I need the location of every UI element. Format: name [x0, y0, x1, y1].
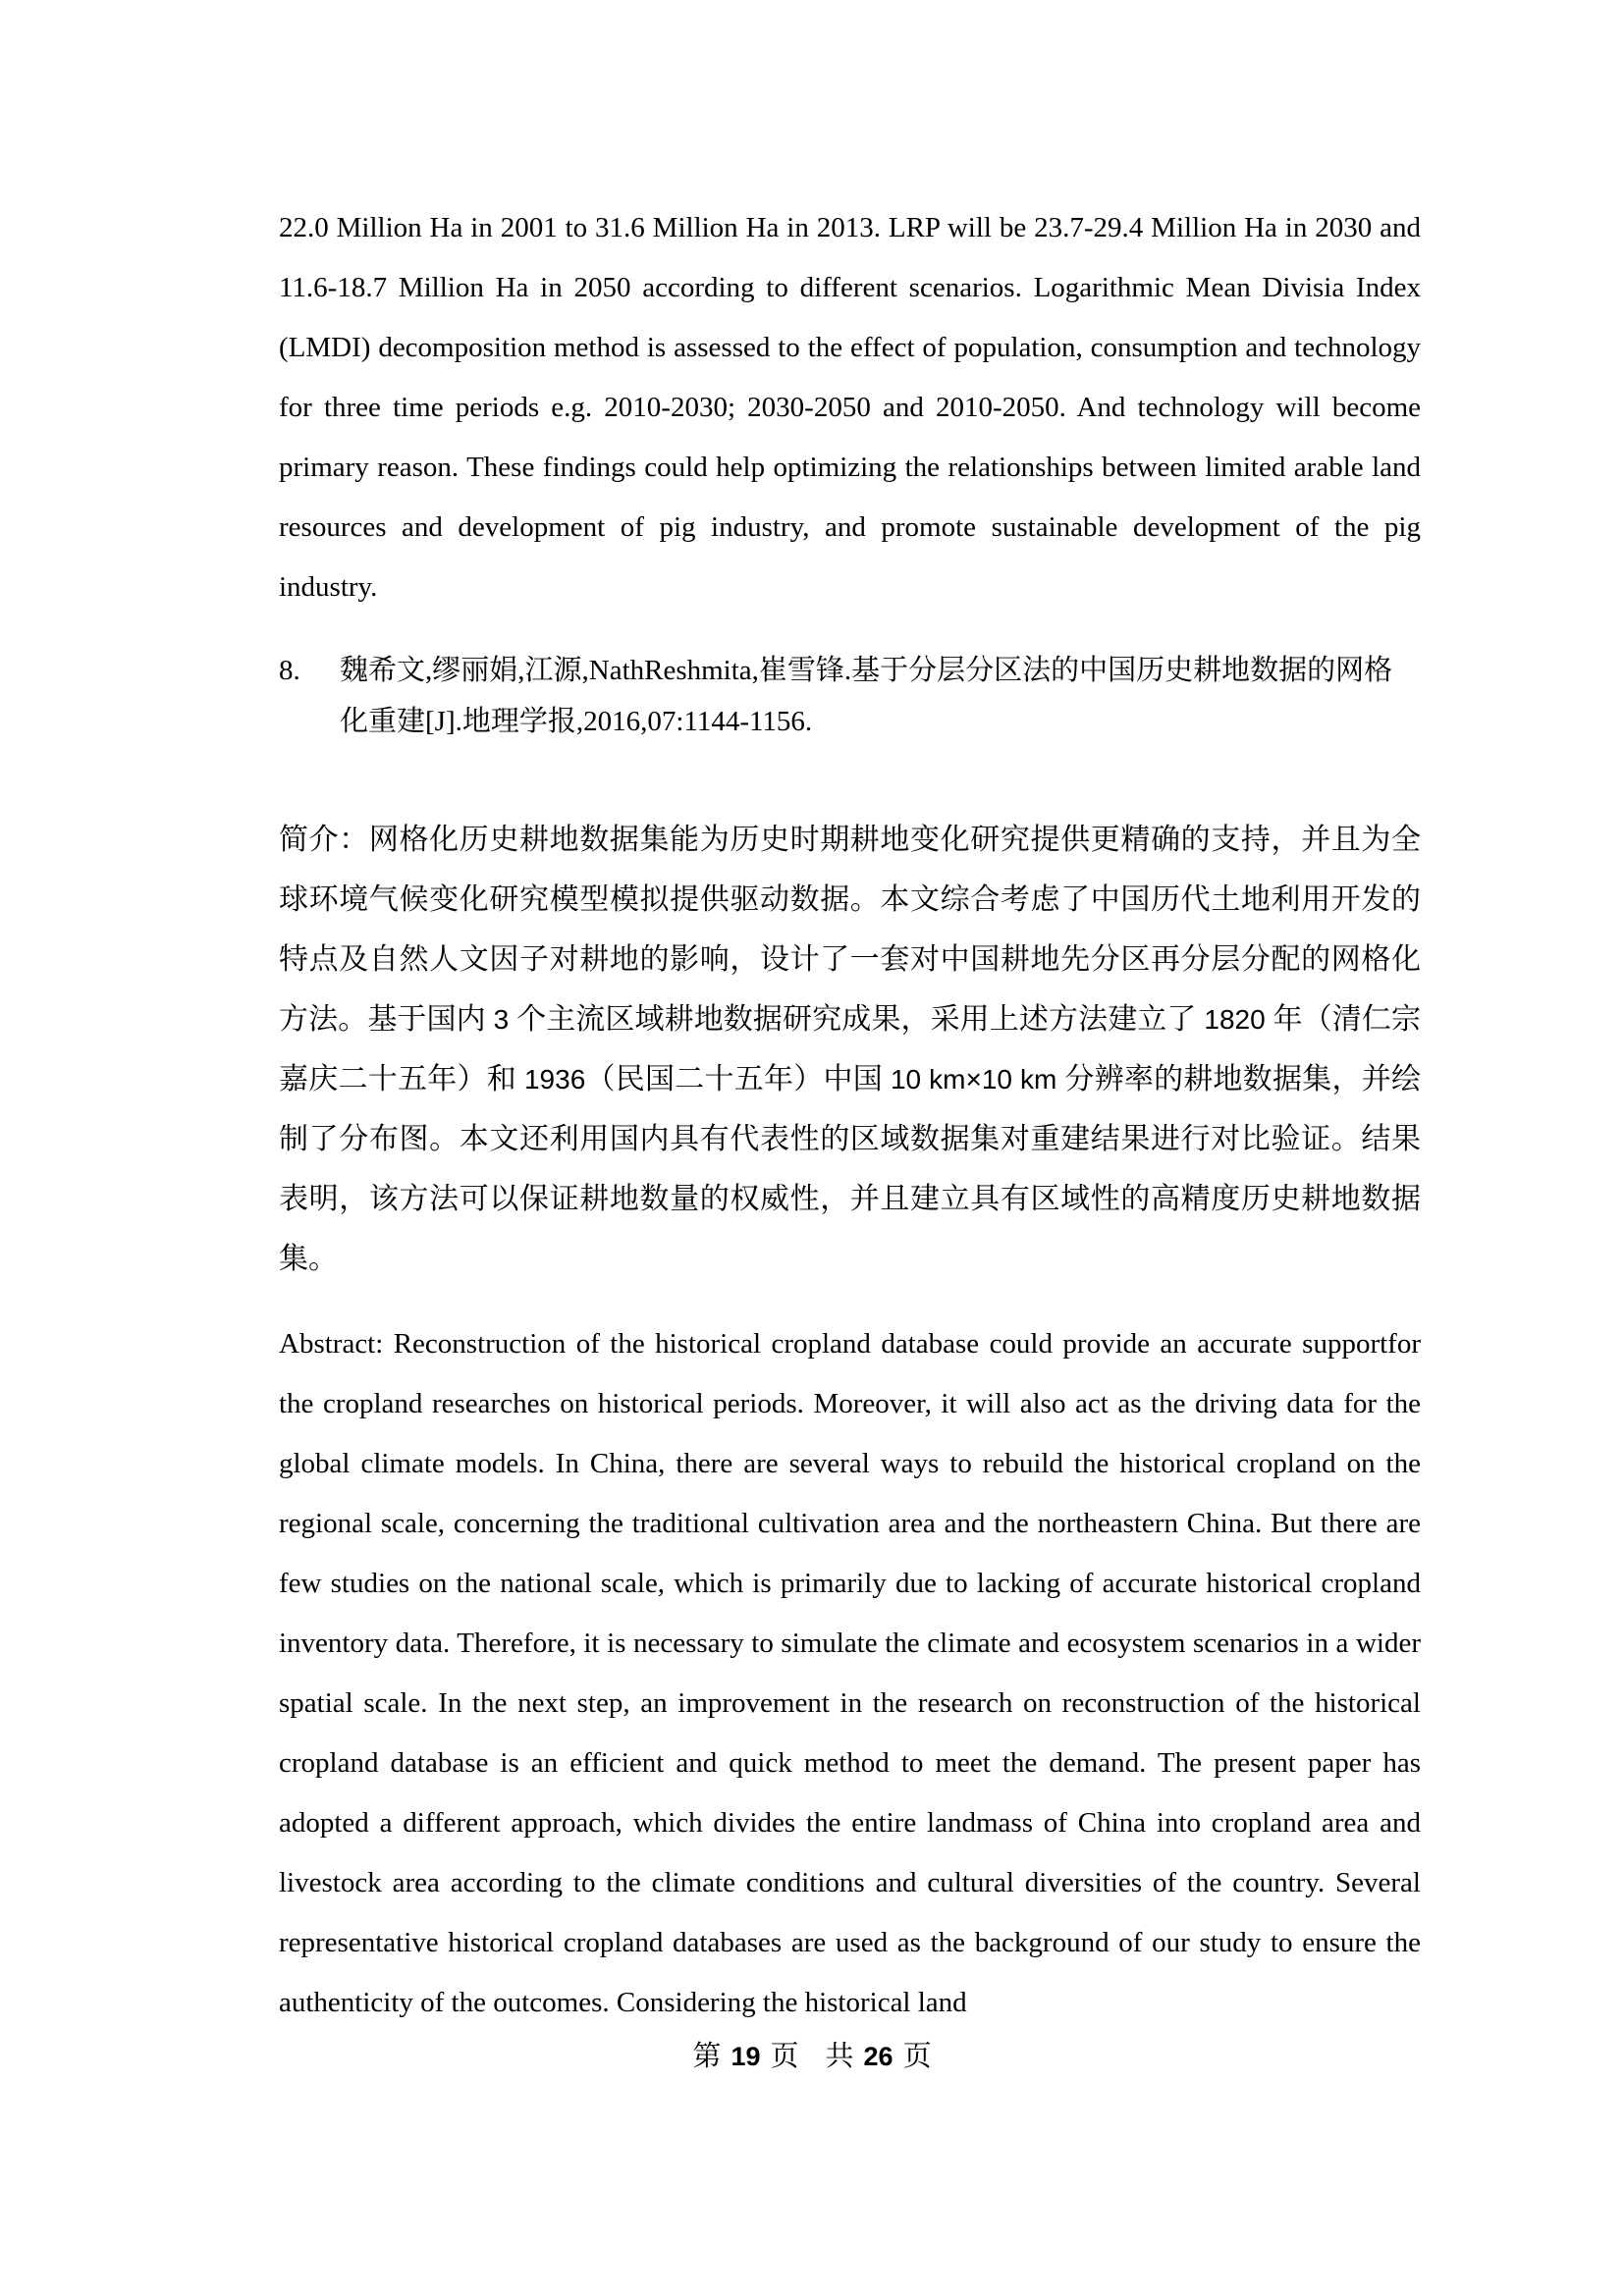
page-footer [0, 2038, 1624, 2075]
footer-total-number: 26 [863, 2042, 893, 2071]
reference-item [279, 645, 1421, 747]
text-segment: 1820 [1196, 1004, 1273, 1035]
text-segment: （民国二十五年）中国 [585, 1063, 883, 1095]
page-content [279, 0, 1421, 2033]
text-segment: 年（清仁宗嘉庆二十五年）和 [279, 1003, 1421, 1095]
text-segment: 个主流区域耕地数据研究成果，采用上述方法建立了 [516, 1003, 1197, 1036]
text-segment: 10 km×10 km [882, 1064, 1065, 1095]
text-segment: 3 [485, 1004, 517, 1035]
footer-total-label: 页 [902, 2041, 932, 2072]
text-segment: 分辨率的耕地数据集，并绘制了分布图。本文还利用国内具有代表性的区域数据集对重建结果进行对比验证。结果表明，该方法可以保证耕地数量的权威性，并且建立具有区域性的高精度历史耕地数据集。 [279, 1063, 1422, 1275]
footer-page-number: 19 [731, 2042, 761, 2071]
top-paragraph: 22.0 Million Ha in 2001 to 31.6 Million Ha in 2013. LRP will be 23.7-29.4 Million Ha in 2030 and 11.6-18.7 Million Ha in 2050 according to different scenarios. Logarithmic Mean Divisia Index (LMDI) decomposition method is assessed to the effect of population, consumption and technology for three time periods e.g. 2010-2030; 2030-2050 and 2010-2050. And technology will become primary reason. These findings could help optimizing the relationships between limited arable land resources and development of pig industry, and promote sustainable development of the pig industry. [279, 212, 1421, 603]
english-abstract: Abstract: Reconstruction of the historical cropland database could provide an accurate supportfor the cropland researches on historical periods. Moreover, it will also act as the driving data for the global climate models. In China, there are several ways to rebuild the historical cropland on the regional scale, concerning the traditional cultivation area and the northeastern China. But there are few studies on the national scale, which is primarily due to lacking of accurate historical cropland inventory data. Therefore, it is necessary to simulate the climate and ecosystem scenarios in a wider spatial scale. In the next step, an improvement in the research on reconstruction of the historical cropland database is an efficient and quick method to meet the demand. The present paper has adopted a different approach, which divides the entire landmass of China into cropland area and livestock area according to the climate conditions and cultural diversities of the country. Several representative historical cropland databases are used as the background of our study to ensure the authenticity of the outcomes. Considering the historical land [279, 1328, 1421, 2018]
reference-number: 8. [279, 655, 300, 686]
footer-prefix-label: 第 [692, 2041, 722, 2072]
text-segment: 简介：网格化历史耕地数据集能为历史时期耕地变化研究提供更精确的支持，并且为全球环境气候变化研究模型模拟提供驱动数据。本文综合考虑了中国历代土地利用开发的特点及自然人文因子对耕地的影响，设计了一套对中国耕地先分区再分层分配的网格化方法。基于国内 [279, 824, 1421, 1036]
reference-text: 魏希文,缪丽娟,江源,NathReshmita,崔雪锋.基于分层分区法的中国历史耕地数据的网格化重建[J].地理学报,2016,07:1144-1156. [340, 655, 1393, 737]
footer-total-prefix-label: 共 [825, 2041, 854, 2072]
text-segment: 1936 [515, 1064, 586, 1095]
chinese-abstract [279, 810, 1421, 1289]
footer-page-label: 页 [770, 2041, 799, 2072]
